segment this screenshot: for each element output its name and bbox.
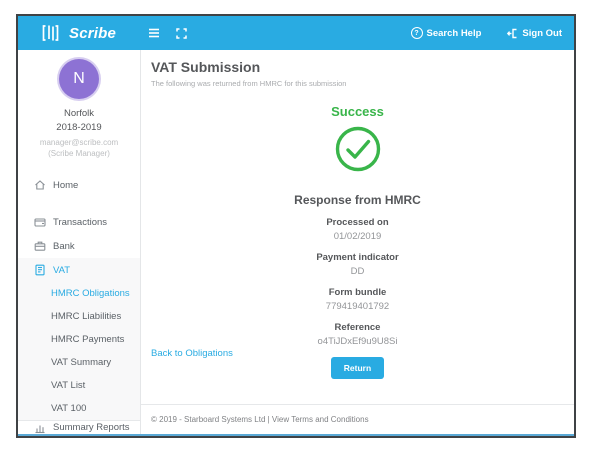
response-title: Response from HMRC [294,193,421,207]
field-value: DD [350,266,365,277]
fullscreen-icon[interactable] [176,28,187,39]
search-help-button[interactable] [411,27,482,39]
menu-group-gap [18,197,140,210]
sidebar [18,50,141,434]
scribe-logo-icon [42,24,64,42]
page-subtitle: The following was returned from HMRC for this submission [151,79,347,88]
sign-out-button[interactable] [507,28,562,39]
profile-role: (Scribe Manager) [48,149,110,158]
sidebar-menu [18,173,140,420]
user-profile [18,50,140,158]
back-to-obligations-link[interactable]: Back to Obligations [151,348,233,359]
footer [141,404,574,434]
sidebar-item-transactions[interactable] [18,210,140,234]
topbar-right [411,27,563,39]
field-label: Reference [334,322,381,333]
profile-company: Norfolk [63,108,95,119]
sign-out-icon [507,28,518,39]
sidebar-item-vat-100[interactable]: VAT 100 [51,403,87,414]
field-value: 779419401792 [325,301,390,312]
search-help-label: Search Help [426,27,482,39]
status-label: Success [331,104,384,119]
sidebar-item-hmrc-obligations[interactable]: HMRC Obligations [51,288,130,299]
top-navbar [18,16,574,50]
menu-toggle-icon[interactable] [148,28,160,38]
sidebar-item-label: Home [53,179,79,191]
return-button[interactable]: Return [331,357,384,379]
app-window [16,14,576,438]
main-content [141,50,574,434]
sidebar-item-label: VAT [53,264,71,276]
field-label: Processed on [326,217,389,228]
field-value: o4TiJDxEf9u9U8Si [317,336,398,347]
field-value: 01/02/2019 [333,231,382,242]
sidebar-item-vat-list[interactable]: VAT List [51,380,86,391]
scribe-logo[interactable] [42,24,116,42]
sidebar-item-label: Transactions [53,216,108,228]
help-icon: ? [411,27,423,39]
avatar[interactable]: N [59,59,99,99]
wallet-icon [34,216,46,228]
sidebar-item-label: Bank [53,240,75,252]
sidebar-item-vat-summary[interactable]: VAT Summary [51,357,112,368]
sidebar-item-home[interactable] [18,173,140,197]
app-body [18,50,574,434]
field-form-bundle [326,287,389,312]
sign-out-label: Sign Out [522,27,562,39]
logo-text: Scribe [69,24,117,42]
sidebar-item-label: Summary Reports [53,422,130,433]
footer-text: © 2019 - Starboard Systems Ltd | View Terms and Conditions [151,415,369,424]
briefcase-icon [34,240,46,252]
bar-chart-icon [34,422,46,434]
field-processed-on [326,217,388,242]
sidebar-item-summary-reports[interactable] [18,420,140,434]
field-reference [318,322,398,347]
document-icon [34,264,46,276]
field-label: Form bundle [328,287,387,298]
profile-year: 2018-2019 [56,122,102,133]
success-check-icon [334,125,382,178]
field-payment-indicator [316,252,398,277]
sidebar-item-hmrc-payments[interactable]: HMRC Payments [51,334,125,345]
home-icon [34,179,46,191]
field-label: Payment indicator [316,252,399,263]
bottom-accent-bar [18,434,574,436]
submission-result [141,88,574,379]
page-title: VAT Submission [151,59,261,75]
sidebar-item-hmrc-liabilities[interactable]: HMRC Liabilities [51,311,122,322]
sidebar-item-bank[interactable] [18,234,140,258]
profile-email: manager@scribe.com [39,138,119,147]
sidebar-item-vat[interactable] [18,258,140,282]
vat-menu-group [18,258,140,420]
